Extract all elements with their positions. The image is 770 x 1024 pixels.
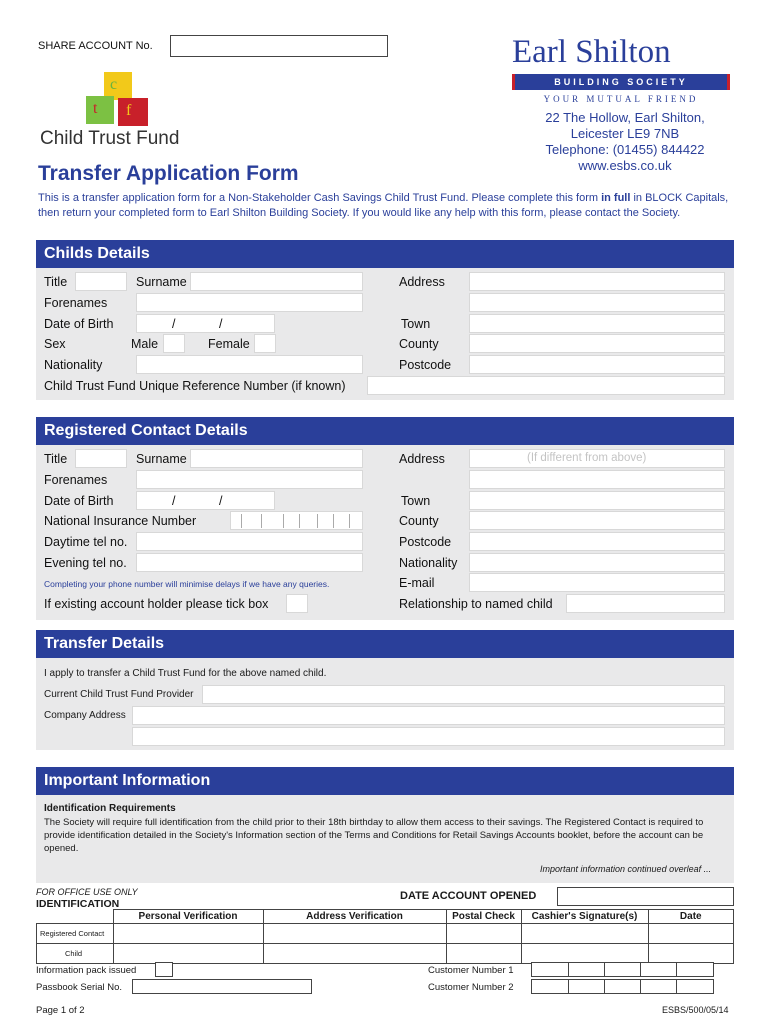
table-row: [37, 944, 734, 964]
share-account-label: SHARE ACCOUNT No.: [38, 40, 153, 52]
contact-daytel-field[interactable]: [136, 532, 363, 551]
transfer-apply-text: I apply to transfer a Child Trust Fund for the above named child.: [44, 668, 327, 679]
customer-number-1-field[interactable]: [531, 962, 714, 977]
contact-address-label: Address: [399, 452, 445, 466]
contact-surname-label: Surname: [136, 452, 187, 466]
child-dob-label: Date of Birth: [44, 317, 114, 331]
contact-nationality-label: Nationality: [399, 556, 458, 570]
important-info-body: The Society will require full identification from the child prior to their 18th birthday to allow them access to their savings. The Registered Contact is required to provide identification detailed in the Society's Information section of the Terms and Conditions for Retail Savings Accounts booklet, before the account can be opened.: [44, 817, 704, 854]
child-surname-label: Surname: [136, 275, 187, 289]
child-sex-label: Sex: [44, 337, 66, 351]
transfer-company-address-label: Company Address: [44, 710, 126, 721]
contact-email-field[interactable]: [469, 573, 725, 592]
contact-existing-label: If existing account holder please tick box: [44, 597, 269, 611]
date-opened-label: DATE ACCOUNT OPENED: [400, 890, 537, 902]
col-personal-verification: Personal Verification: [113, 910, 263, 924]
society-logo-bar: BUILDING SOCIETY: [512, 74, 730, 90]
table-row: [37, 924, 734, 944]
child-nationality-field[interactable]: [136, 355, 363, 374]
child-title-label: Title: [44, 275, 68, 289]
info-pack-checkbox[interactable]: [155, 962, 173, 977]
info-pack-label: Information pack issued: [36, 965, 137, 976]
ctf-blocks-logo: c t f: [68, 68, 158, 130]
contact-ni-field[interactable]: [230, 511, 363, 530]
customer-number-2-field[interactable]: [531, 979, 714, 994]
contact-email-label: E-mail: [399, 576, 435, 590]
customer-number-1-label: Customer Number 1: [428, 965, 514, 976]
contact-address-field-2[interactable]: [469, 470, 725, 489]
transfer-provider-label: Current Child Trust Fund Provider: [44, 689, 194, 700]
contact-nationality-field[interactable]: [469, 553, 725, 572]
col-postal-check: Postal Check: [446, 910, 521, 924]
child-town-label: Town: [401, 317, 431, 331]
contact-town-field[interactable]: [469, 491, 725, 510]
transfer-company-address-field-2[interactable]: [132, 727, 725, 746]
child-postcode-label: Postcode: [399, 358, 452, 372]
childs-details-heading: Childs Details: [36, 240, 734, 268]
contact-title-label: Title: [44, 452, 68, 466]
child-dob-slash-2: /: [219, 317, 223, 331]
child-ref-field[interactable]: [367, 376, 725, 395]
ctf-logo-text: Child Trust Fund: [40, 128, 180, 149]
child-dob-slash-1: /: [172, 317, 176, 331]
contact-relationship-field[interactable]: [566, 594, 725, 613]
child-forenames-field[interactable]: [136, 293, 363, 312]
child-address-field-1[interactable]: [469, 272, 725, 291]
form-code: ESBS/500/05/14: [662, 1005, 729, 1015]
society-motto: YOUR MUTUAL FRIEND: [543, 94, 699, 104]
child-county-label: County: [399, 337, 439, 351]
child-dob-field[interactable]: [136, 314, 275, 333]
contact-forenames-label: Forenames: [44, 473, 108, 487]
important-info-continued: Important information continued overleaf ...: [540, 864, 712, 874]
contact-address-hint: (If different from above): [527, 452, 647, 464]
contact-town-label: Town: [401, 494, 431, 508]
contact-dob-slash-1: /: [172, 494, 176, 508]
intro-text: This is a transfer application form for a Non-Stakeholder Cash Savings Child Trust Fund. Please complete this form in full in BLOCK Capitals, then return your completed form to Earl Shilton Building Society. If you would like any help with this form, please contact the Society.: [38, 192, 729, 219]
child-forenames-label: Forenames: [44, 296, 108, 310]
child-male-checkbox[interactable]: [163, 334, 185, 353]
contact-postcode-field[interactable]: [469, 532, 725, 551]
passbook-serial-label: Passbook Serial No.: [36, 982, 123, 993]
child-surname-field[interactable]: [190, 272, 363, 291]
child-title-field[interactable]: [75, 272, 127, 291]
contact-daytel-label: Daytime tel no.: [44, 535, 128, 549]
contact-phone-note: Completing your phone number will minimise delays if we have any queries.: [44, 579, 330, 589]
child-address-label: Address: [399, 275, 445, 289]
office-use-label: FOR OFFICE USE ONLY: [36, 887, 138, 897]
child-postcode-field[interactable]: [469, 355, 725, 374]
share-account-field[interactable]: [170, 35, 388, 57]
child-ref-label: Child Trust Fund Unique Reference Number (if known): [44, 379, 346, 393]
child-male-label: Male: [131, 337, 159, 351]
page-number: Page 1 of 2: [36, 1005, 85, 1016]
contact-ni-label: National Insurance Number: [44, 514, 197, 528]
transfer-details-heading: Transfer Details: [36, 630, 734, 658]
important-info-subheading: Identification Requirements: [44, 803, 176, 814]
identification-table: [36, 909, 734, 964]
date-opened-field[interactable]: [557, 887, 734, 906]
col-date: Date: [648, 910, 734, 924]
child-female-label: Female: [208, 337, 250, 351]
child-town-field[interactable]: [469, 314, 725, 333]
contact-county-label: County: [399, 514, 439, 528]
contact-title-field[interactable]: [75, 449, 127, 468]
contact-postcode-label: Postcode: [399, 535, 452, 549]
contact-dob-field[interactable]: [136, 491, 275, 510]
customer-number-2-label: Customer Number 2: [428, 982, 514, 993]
contact-details-heading: Registered Contact Details: [36, 417, 734, 445]
transfer-provider-field[interactable]: [202, 685, 725, 704]
contact-evetel-label: Evening tel no.: [44, 556, 127, 570]
col-address-verification: Address Verification: [263, 910, 446, 924]
important-info-heading: Important Information: [36, 767, 734, 795]
contact-county-field[interactable]: [469, 511, 725, 530]
row-child: Child: [37, 944, 114, 964]
contact-relationship-label: Relationship to named child: [399, 597, 553, 611]
office-identification-label: IDENTIFICATION: [36, 898, 120, 910]
contact-existing-checkbox[interactable]: [286, 594, 308, 613]
row-registered-contact: Registered Contact: [37, 924, 114, 944]
contact-surname-field[interactable]: [190, 449, 363, 468]
contact-dob-slash-2: /: [219, 494, 223, 508]
transfer-company-address-field-1[interactable]: [132, 706, 725, 725]
col-cashier-signature: Cashier's Signature(s): [521, 910, 648, 924]
society-address: 22 The Hollow, Earl Shilton, Leicester LE9 7NB Telephone: (01455) 844422 www.esbs.co.uk: [545, 110, 705, 173]
society-logo-name: Earl Shilton: [512, 34, 671, 70]
form-title: Transfer Application Form: [38, 162, 299, 185]
contact-forenames-field[interactable]: [136, 470, 363, 489]
passbook-serial-field[interactable]: [132, 979, 312, 994]
child-female-checkbox[interactable]: [254, 334, 276, 353]
contact-dob-label: Date of Birth: [44, 494, 114, 508]
child-nationality-label: Nationality: [44, 358, 103, 372]
child-county-field[interactable]: [469, 334, 725, 353]
child-address-field-2[interactable]: [469, 293, 725, 312]
contact-evetel-field[interactable]: [136, 553, 363, 572]
